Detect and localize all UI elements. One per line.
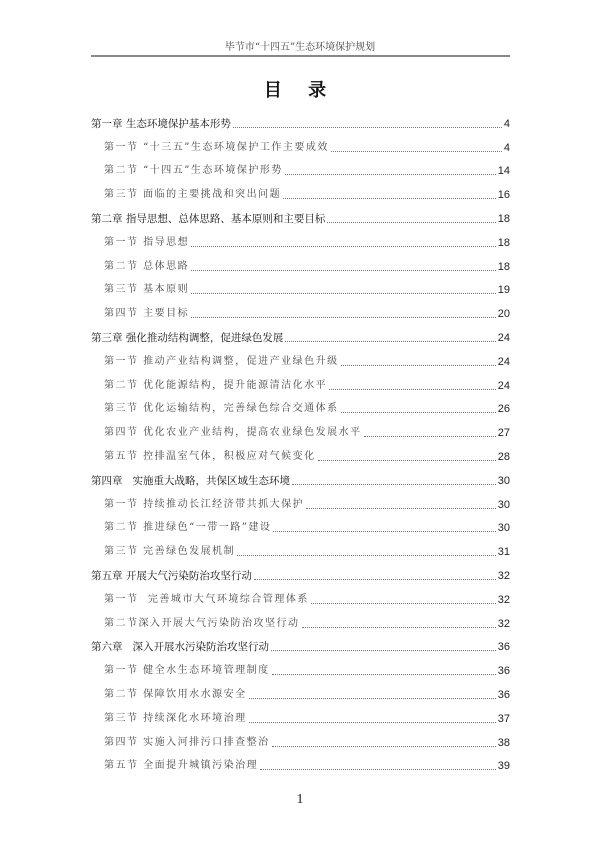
toc-section-entry[interactable] xyxy=(91,416,510,440)
toc-entry-page: 27 xyxy=(497,427,510,440)
toc-entry-page: 32 xyxy=(497,593,510,606)
toc-entry-page: 18 xyxy=(497,260,510,273)
toc-entry-label: 第二节深入开展大气污染防治攻坚行动 xyxy=(104,617,300,629)
toc-entry-page: 36 xyxy=(497,688,510,701)
toc-entry-page: 36 xyxy=(497,641,510,654)
dot-leader xyxy=(341,365,496,366)
toc-entry-page: 30 xyxy=(497,498,510,511)
toc-section-entry[interactable] xyxy=(91,155,510,179)
dot-leader xyxy=(272,746,496,747)
toc-section-entry[interactable] xyxy=(91,131,510,155)
toc-entry-page: 20 xyxy=(497,308,510,321)
toc-section-entry[interactable] xyxy=(91,178,510,202)
toc-chapter-entry[interactable] xyxy=(91,464,510,488)
page-number: 1 xyxy=(296,792,304,807)
toc-entry-page: 37 xyxy=(497,712,510,725)
toc-entry-page: 30 xyxy=(497,474,510,487)
toc-section-entry[interactable] xyxy=(91,345,510,369)
toc-entry-page: 24 xyxy=(497,379,510,392)
toc-section-entry[interactable] xyxy=(91,440,510,464)
dot-leader xyxy=(260,769,496,770)
toc-entry-label: 第一章 生态环境保护基本形势 xyxy=(91,117,231,130)
toc-entry-page: 31 xyxy=(497,546,510,559)
toc-section-entry[interactable] xyxy=(91,393,510,417)
toc-section-entry[interactable] xyxy=(91,535,510,559)
toc-chapter-entry[interactable] xyxy=(91,107,510,131)
dot-leader xyxy=(341,412,496,413)
toc-entry-page: 32 xyxy=(497,569,510,582)
toc-entry-label: 第五章 开展大气污染防治攻坚行动 xyxy=(91,569,252,582)
toc-entry-label: 第三节 持续深化水环境治理 xyxy=(104,712,247,724)
dot-leader xyxy=(249,698,496,699)
toc-entry-page: 16 xyxy=(497,189,510,202)
dot-leader xyxy=(191,270,496,271)
dot-leader xyxy=(283,198,496,199)
toc-entry-label: 第三节 基本原则 xyxy=(104,284,190,296)
toc-entry-label: 第一节 推动产业结构调整，促进产业绿色升级 xyxy=(104,355,339,367)
toc-section-entry[interactable] xyxy=(91,607,510,631)
toc-section-entry[interactable] xyxy=(91,654,510,678)
dot-leader xyxy=(272,674,496,675)
toc-entry-label: 第三章 强化推动结构调整，促进绿色发展 xyxy=(91,331,284,344)
toc-entry-label: 第四节 优化农业产业结构，提高农业绿色发展水平 xyxy=(104,427,362,439)
dot-leader xyxy=(273,531,495,532)
toc-section-entry[interactable] xyxy=(91,512,510,536)
toc-entry-page: 39 xyxy=(497,760,510,773)
toc-entry-page: 14 xyxy=(497,165,510,178)
toc-entry-page: 28 xyxy=(497,450,510,463)
dot-leader xyxy=(331,151,502,152)
toc-section-entry[interactable] xyxy=(91,488,510,512)
toc-section-entry[interactable] xyxy=(91,369,510,393)
toc-entry-page: 38 xyxy=(497,736,510,749)
toc-entry-label: 第一节 完善城市大气环境综合管理体系 xyxy=(104,593,309,605)
toc-entry-page: 36 xyxy=(497,665,510,678)
toc-entry-label: 第六章 深入开展水污染防治攻坚行动 xyxy=(91,641,270,654)
toc-section-entry[interactable] xyxy=(91,726,510,750)
toc-section-entry[interactable] xyxy=(91,274,510,298)
dot-leader xyxy=(254,579,496,580)
toc-entry-page: 26 xyxy=(497,403,510,416)
toc-section-entry[interactable] xyxy=(91,678,510,702)
toc-chapter-entry[interactable] xyxy=(91,631,510,655)
dot-leader xyxy=(237,555,496,556)
toc-chapter-entry[interactable] xyxy=(91,321,510,345)
toc-entry-page: 18 xyxy=(497,212,510,225)
toc-chapter-entry[interactable] xyxy=(91,559,510,583)
toc-section-entry[interactable] xyxy=(91,297,510,321)
toc-entry-label: 第二节 “十四五”生态环境保护形势 xyxy=(104,165,283,177)
toc-entry-page: 4 xyxy=(503,117,510,130)
toc-entry-page: 32 xyxy=(497,617,510,630)
toc-entry-page: 18 xyxy=(497,236,510,249)
toc-entry-label: 第一节 “十三五”生态环境保护工作主要成效 xyxy=(104,141,329,153)
toc-entry-label: 第四节 主要目标 xyxy=(104,308,190,320)
dot-leader xyxy=(285,341,495,342)
toc-entry-label: 第二章 指导思想、总体思路、基本原则和主要目标 xyxy=(91,212,326,225)
toc-entry-page: 30 xyxy=(497,522,510,535)
toc-entry-label: 第二节 优化能源结构，提升能源清洁化水平 xyxy=(104,379,328,391)
toc-entry-page: 4 xyxy=(503,141,510,154)
toc-section-entry[interactable] xyxy=(91,750,510,774)
running-header: 毕节市“十四五”生态环境保护规划 xyxy=(224,42,376,53)
dot-leader xyxy=(292,484,496,485)
toc-entry-page: 24 xyxy=(497,331,510,344)
dot-leader xyxy=(364,436,496,437)
dot-leader xyxy=(285,174,496,175)
toc-chapter-entry[interactable] xyxy=(91,202,510,226)
toc-entry-label: 第一节 持续推动长江经济带共抓大保护 xyxy=(104,498,305,510)
dot-leader xyxy=(233,127,502,128)
dot-leader xyxy=(302,627,496,628)
dot-leader xyxy=(191,317,496,318)
toc-entry-label: 第二节 总体思路 xyxy=(104,260,190,272)
dot-leader xyxy=(191,293,496,294)
dot-leader xyxy=(271,650,496,651)
toc-entry-page: 24 xyxy=(497,355,510,368)
dot-leader xyxy=(249,722,496,723)
toc-entry-label: 第四章 实施重大战略，共保区域生态环境 xyxy=(91,474,291,487)
toc-entry-label: 第二节 推进绿色“一带一路”建设 xyxy=(104,522,272,534)
toc-section-entry[interactable] xyxy=(91,250,510,274)
dot-leader xyxy=(306,508,496,509)
header-rule xyxy=(91,55,510,57)
toc-entry-label: 第五节 控排温室气体，积极应对气候变化 xyxy=(104,450,316,462)
toc-entry-label: 第五节 全面提升城镇污染治理 xyxy=(104,760,259,772)
dot-leader xyxy=(191,246,496,247)
toc-entry-label: 第三节 完善绿色发展机制 xyxy=(104,546,236,558)
toc-section-entry[interactable] xyxy=(91,583,510,607)
dot-leader xyxy=(329,389,496,390)
toc-entry-label: 第二节 保障饮用水水源安全 xyxy=(104,688,247,700)
page-title: 目 录 xyxy=(263,80,337,101)
toc-section-entry[interactable] xyxy=(91,226,510,250)
dot-leader xyxy=(327,222,495,223)
toc-section-entry[interactable] xyxy=(91,702,510,726)
dot-leader xyxy=(318,460,496,461)
toc-entry-label: 第三节 优化运输结构，完善绿色综合交通体系 xyxy=(104,403,339,415)
toc-entry-label: 第三节 面临的主要挑战和突出问题 xyxy=(104,189,282,201)
toc-entry-label: 第一节 健全水生态环境管理制度 xyxy=(104,665,270,677)
toc-entry-label: 第四节 实施入河排污口排查整治 xyxy=(104,736,270,748)
table-of-contents xyxy=(91,107,510,773)
toc-entry-page: 19 xyxy=(497,284,510,297)
toc-entry-label: 第一节 指导思想 xyxy=(104,236,190,248)
dot-leader xyxy=(311,603,496,604)
